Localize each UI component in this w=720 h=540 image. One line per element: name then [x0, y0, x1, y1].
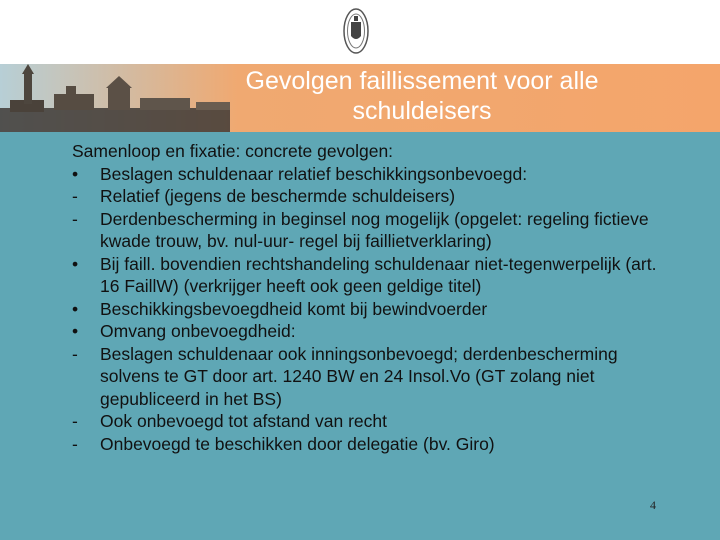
title-band — [0, 64, 720, 132]
intro-line: Samenloop en fixatie: concrete gevolgen: — [72, 141, 394, 161]
list-item-text: Beschikkingsbevoegdheid komt bij bewindvoerder — [100, 298, 488, 319]
list-item — [72, 253, 672, 298]
list-marker: - — [72, 433, 78, 454]
list-item — [72, 433, 672, 456]
slide-title: Gevolgen faillissement voor alle schuldeisers — [245, 67, 599, 125]
list-item-text: Omvang onbevoegdheid: — [100, 321, 296, 341]
list-item-text: Relatief (jegens de beschermde schuldeisers) — [100, 186, 456, 206]
list-item — [72, 320, 672, 343]
list-item-text: Derdenbescherming in beginsel nog mogelijk (opgelet: regeling fictieve kwade trouw, bv. nul-uur- regel bij faillietverklaring) — [100, 208, 649, 251]
list-item — [72, 208, 672, 253]
list-item-text: Beslagen schuldenaar relatief beschikkingsonbevoegd: — [100, 163, 528, 184]
university-seal-logo — [342, 6, 370, 56]
list-marker: • — [72, 298, 79, 319]
list-item — [72, 343, 672, 411]
city-skyline-image — [0, 64, 230, 132]
slide-body — [72, 140, 672, 455]
list-marker: - — [72, 411, 78, 431]
content-area — [0, 132, 720, 540]
list-item — [72, 298, 672, 321]
list-marker: • — [72, 321, 79, 341]
list-item — [72, 410, 672, 433]
list-marker: - — [72, 186, 78, 206]
page-number: 4 — [650, 498, 656, 512]
list-item-text: Beslagen schuldenaar ook inningsonbevoegd; derdenbescherming solvens te GT door art. 1240 BW en 24 Insol.Vo (GT zolang niet gepubliceerd in het BS) — [100, 343, 618, 409]
list-item-text: Onbevoegd te beschikken door delegatie (bv. Giro) — [100, 433, 495, 454]
list-marker: • — [72, 253, 79, 274]
list-marker: - — [72, 208, 78, 229]
list-item — [72, 163, 672, 186]
list-item-text: Bij faill. bovendien rechtshandeling schuldenaar niet-tegenwerpelijk (art. 16 FaillW) (verkrijger heeft ook geen geldige titel) — [100, 253, 657, 296]
list-marker: - — [72, 343, 78, 364]
list-item — [72, 185, 672, 208]
list-marker: • — [72, 163, 79, 184]
list-item-text: Ook onbevoegd tot afstand van recht — [100, 411, 387, 431]
